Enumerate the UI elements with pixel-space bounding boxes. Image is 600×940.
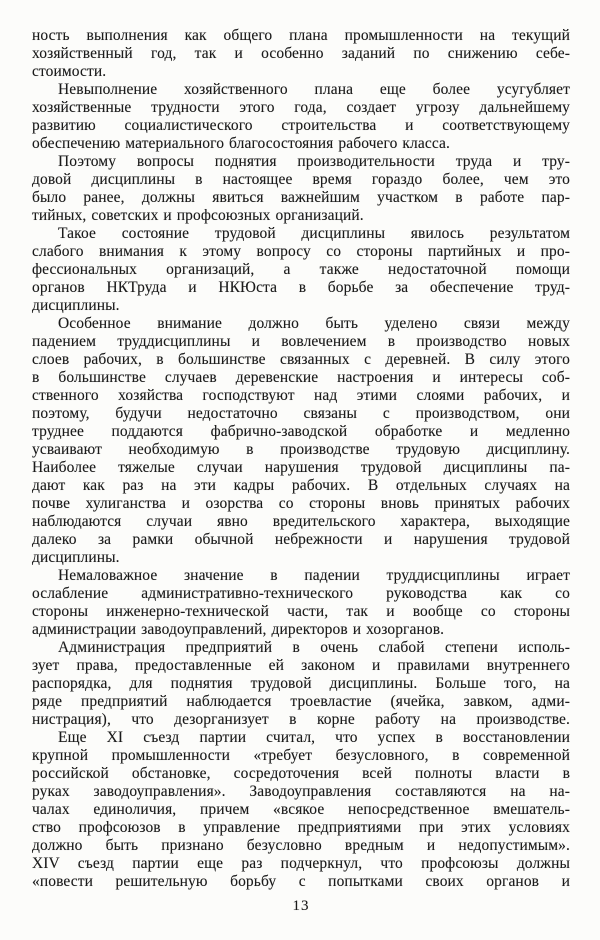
text-line: Еще XI съезд партии считал, что успех в восстановлении [58,729,570,746]
text-line: почве хулиганства и озорства со стороны вновь принятых рабочих [32,495,570,512]
text-line: довой дисциплины в настоящее время гораздо более, чем это [32,171,570,188]
text-line: тийных, советских и профсоюзных организаций. [32,207,364,224]
text-line: администрации заводоуправлений, директоров и хозорганов. [32,621,445,638]
text-line: развитию социалистического строительства и соответствующему [32,117,570,134]
text-line: усваивают необходимую в производстве трудовую дисциплину. [32,441,570,458]
text-line: фессиональных организаций, а также недостаточной помощи [32,261,570,278]
text-line: хозяйственные трудности этого года, создает угрозу дальнейшему [32,99,570,116]
text-line: крупной промышленности «требует безусловного, в современной [32,747,570,764]
text-line: дисциплины. [32,297,120,314]
text-line: распорядка, для поднятия трудовой дисциплины. Больше того, на [32,675,570,692]
paragraph [32,27,570,81]
text-line: стоимости. [32,63,107,80]
text-line: «повести решительную борьбу с попытками своих органов и [32,873,570,890]
text-line: российской обстановке, сосредоточения всей полноты власти в [32,765,570,782]
text-line: далеко за рамки обычной небрежности и нарушения трудовой [32,531,570,548]
text-line: стороны инженерно-технической части, так и вообще со стороны [32,603,570,620]
text-line: обеспечению материального благосостояния рабочего класса. [32,135,450,152]
text-line: ственного хозяйства господствуют над этими слоями рабочих, и [32,387,570,404]
text-block [32,27,570,891]
text-line: ство профсоюзов в управление предприятиями при этих условиях [32,819,570,836]
text-line: труднее поддаются фабрично-заводской обработке и медленно [32,423,570,440]
text-line: ряде предприятий наблюдается троевластие (ячейка, завком, адми- [32,693,570,710]
text-line: органов НКТруда и НКЮста в борьбе за обеспечение труд- [32,279,570,296]
text-line: Невыполнение хозяйственного плана еще более усугубляет [58,81,570,98]
text-line: хозяйственный год, так и особенно заданий по снижению себе- [32,45,570,62]
text-line: ность выполнения как общего плана промышленности на текущий [32,27,570,44]
text-line: Немаловажное значение в падении труддисциплины играет [58,567,570,584]
paragraph [32,315,570,567]
text-line: в большинстве случаев деревенские настроения и интересы соб- [32,369,570,386]
paragraph [32,729,570,891]
text-line: дают как раз на эти кадры рабочих. В отдельных случаях на [32,477,570,494]
text-line: Такое состояние трудовой дисциплины явилось результатом [58,225,570,242]
text-line: XIV съезд партии еще раз подчеркнул, что профсоюзы должны [32,855,570,872]
text-line: было ранее, должны явиться важнейшим участком в работе пар- [32,189,570,206]
paragraph [32,81,570,153]
text-line: Администрация предприятий в очень слабой степени исполь- [58,639,570,656]
text-line: нистрация), что дезорганизует в корне работу на производстве. [32,711,570,728]
text-line: поэтому, будучи недостаточно связаны с производством, они [32,405,570,422]
text-line: дисциплины. [32,549,120,566]
text-line: слабого внимания к этому вопросу со стороны партийных и про- [32,243,570,260]
paragraph [32,567,570,639]
text-line: Поэтому вопросы поднятия производительности труда и тру- [58,153,570,170]
text-line: руках заводоуправления». Заводоуправления составляются на на- [32,783,570,800]
page-number: 13 [292,898,310,914]
text-line: чалах единоличия, причем «всякое непосредственное вмешатель- [32,801,570,818]
text-line: ослабление административно-технического руководства как со [32,585,570,602]
text-line: зует права, предоставленные ей законом и правилами внутреннего [32,657,570,674]
paragraph [32,153,570,225]
text-line: падением труддисциплины и вовлечением в производство новых [32,333,570,350]
paragraph [32,639,570,729]
text-line: наблюдаются случаи явно вредительского характера, выходящие [32,513,570,530]
text-line: Наиболее тяжелые случаи нарушения трудовой дисциплины па- [32,459,570,476]
text-line: должно быть признано безусловно вредным и недопустимым». [32,837,570,854]
text-line: Особенное внимание должно быть уделено связи между [58,315,570,332]
text-line: слоев рабочих, в большинстве связанных с деревней. В силу этого [32,351,570,368]
paragraph [32,225,570,315]
